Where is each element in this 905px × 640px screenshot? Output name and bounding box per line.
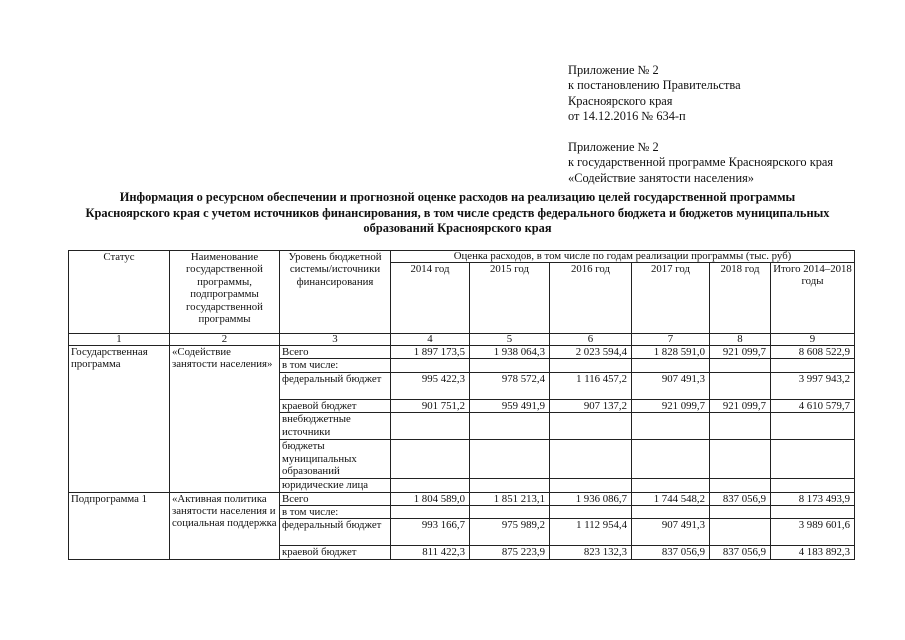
value-cell: 3 989 601,6 (771, 519, 855, 546)
value-cell (632, 359, 710, 372)
value-cell: 1 938 064,3 (470, 346, 550, 359)
value-cell (710, 440, 771, 479)
value-cell (632, 440, 710, 479)
header-line: Красноярского края (568, 93, 673, 108)
value-cell: 921 099,7 (710, 346, 771, 359)
level-cell: федеральный бюджет (280, 372, 391, 399)
value-cell (771, 413, 855, 440)
total-header: Итого 2014–2018 годы (771, 263, 855, 334)
value-cell (550, 479, 632, 492)
value-cell: 2 023 594,4 (550, 346, 632, 359)
value-cell (391, 506, 470, 519)
document-title (40, 190, 875, 237)
value-cell: 978 572,4 (470, 372, 550, 399)
value-cell (710, 359, 771, 372)
value-cell (391, 413, 470, 440)
value-cell (470, 413, 550, 440)
program-name-cell: «Активная политика занятости населения и социальная поддержка (170, 492, 280, 559)
level-cell: краевой бюджет (280, 399, 391, 412)
approval-header (568, 63, 741, 125)
value-cell (632, 479, 710, 492)
header-line: к постановлению Правительства (568, 78, 741, 93)
value-cell (710, 413, 771, 440)
value-cell: 907 491,3 (632, 519, 710, 546)
value-cell (391, 479, 470, 492)
value-cell (550, 440, 632, 479)
status-cell: Государственная программа (69, 346, 170, 493)
index-cell: 8 (710, 334, 771, 346)
header-line: от 14.12.2016 № 634-п (568, 109, 686, 124)
value-cell: 1 116 457,2 (550, 372, 632, 399)
title-line: образований Красноярского края (363, 221, 552, 235)
level-cell: Всего (280, 346, 391, 359)
year-header: 2015 год (470, 263, 550, 334)
value-cell (470, 479, 550, 492)
level-cell: краевой бюджет (280, 546, 391, 559)
index-cell: 2 (170, 334, 280, 346)
value-cell: 921 099,7 (632, 399, 710, 412)
year-header: 2016 год (550, 263, 632, 334)
value-cell (771, 479, 855, 492)
resource-table (68, 250, 855, 560)
value-cell: 811 422,3 (391, 546, 470, 559)
value-cell (470, 440, 550, 479)
value-cell: 875 223,9 (470, 546, 550, 559)
value-cell (771, 506, 855, 519)
header-line: Приложение № 2 (568, 140, 659, 154)
year-header: 2018 год (710, 263, 771, 334)
index-cell: 5 (470, 334, 550, 346)
index-cell: 3 (280, 334, 391, 346)
value-cell: 1 936 086,7 (550, 492, 632, 505)
value-cell: 837 056,9 (710, 492, 771, 505)
value-cell: 8 608 522,9 (771, 346, 855, 359)
value-cell: 837 056,9 (632, 546, 710, 559)
index-row (69, 334, 855, 346)
table-row (69, 346, 855, 359)
level-cell: в том числе: (280, 359, 391, 372)
level-cell: юридические лица (280, 479, 391, 492)
value-cell (710, 479, 771, 492)
level-cell: бюджеты муниципальных образований (280, 440, 391, 479)
header-line: «Содействие занятости населения» (568, 170, 754, 185)
index-cell: 4 (391, 334, 470, 346)
value-cell: 4 610 579,7 (771, 399, 855, 412)
value-cell: 995 422,3 (391, 372, 470, 399)
col-header-estimate: Оценка расходов, в том числе по годам реализации программы (тыс. руб) (391, 251, 855, 263)
value-cell: 4 183 892,3 (771, 546, 855, 559)
value-cell: 3 997 943,2 (771, 372, 855, 399)
value-cell: 993 166,7 (391, 519, 470, 546)
value-cell (771, 359, 855, 372)
status-cell: Подпрограмма 1 (69, 492, 170, 559)
value-cell: 901 751,2 (391, 399, 470, 412)
value-cell (550, 506, 632, 519)
value-cell (710, 506, 771, 519)
header-row (69, 251, 855, 263)
value-cell: 1 112 954,4 (550, 519, 632, 546)
value-cell (632, 506, 710, 519)
col-header-name: Наименование государственной программы, подпрограммы государственной программы (170, 251, 280, 334)
value-cell: 907 137,2 (550, 399, 632, 412)
table-row (69, 492, 855, 505)
value-cell (550, 359, 632, 372)
level-cell: федеральный бюджет (280, 519, 391, 546)
index-cell: 7 (632, 334, 710, 346)
value-cell: 1 804 589,0 (391, 492, 470, 505)
value-cell (710, 372, 771, 399)
value-cell (470, 359, 550, 372)
col-header-level: Уровень бюджетной системы/источники финансирования (280, 251, 391, 334)
level-cell: в том числе: (280, 506, 391, 519)
value-cell: 837 056,9 (710, 546, 771, 559)
title-line: Информация о ресурсном обеспечении и прогнозной оценке расходов на реализацию целей государственной программы (119, 190, 796, 204)
index-cell: 1 (69, 334, 170, 346)
level-cell: Всего (280, 492, 391, 505)
level-cell: внебюджетные источники (280, 413, 391, 440)
value-cell: 1 851 213,1 (470, 492, 550, 505)
program-header (568, 140, 833, 186)
col-header-status: Статус (69, 251, 170, 334)
value-cell: 907 491,3 (632, 372, 710, 399)
value-cell: 1 828 591,0 (632, 346, 710, 359)
value-cell (391, 440, 470, 479)
value-cell: 1 897 173,5 (391, 346, 470, 359)
value-cell (710, 519, 771, 546)
year-header: 2017 год (632, 263, 710, 334)
value-cell (632, 413, 710, 440)
value-cell (771, 440, 855, 479)
value-cell: 1 744 548,2 (632, 492, 710, 505)
value-cell (470, 506, 550, 519)
program-name-cell: «Содействие занятости населения» (170, 346, 280, 493)
index-cell: 6 (550, 334, 632, 346)
value-cell: 959 491,9 (470, 399, 550, 412)
year-header: 2014 год (391, 263, 470, 334)
value-cell: 975 989,2 (470, 519, 550, 546)
title-line: Красноярского края с учетом источников финансирования, в том числе средств федерального бюджета и бюджетов муниципальных (85, 205, 830, 220)
value-cell: 921 099,7 (710, 399, 771, 412)
index-cell: 9 (771, 334, 855, 346)
value-cell (391, 359, 470, 372)
value-cell: 823 132,3 (550, 546, 632, 559)
header-line: к государственной программе Красноярского края (568, 155, 834, 170)
header-line: Приложение № 2 (568, 63, 659, 77)
value-cell (550, 413, 632, 440)
value-cell: 8 173 493,9 (771, 492, 855, 505)
